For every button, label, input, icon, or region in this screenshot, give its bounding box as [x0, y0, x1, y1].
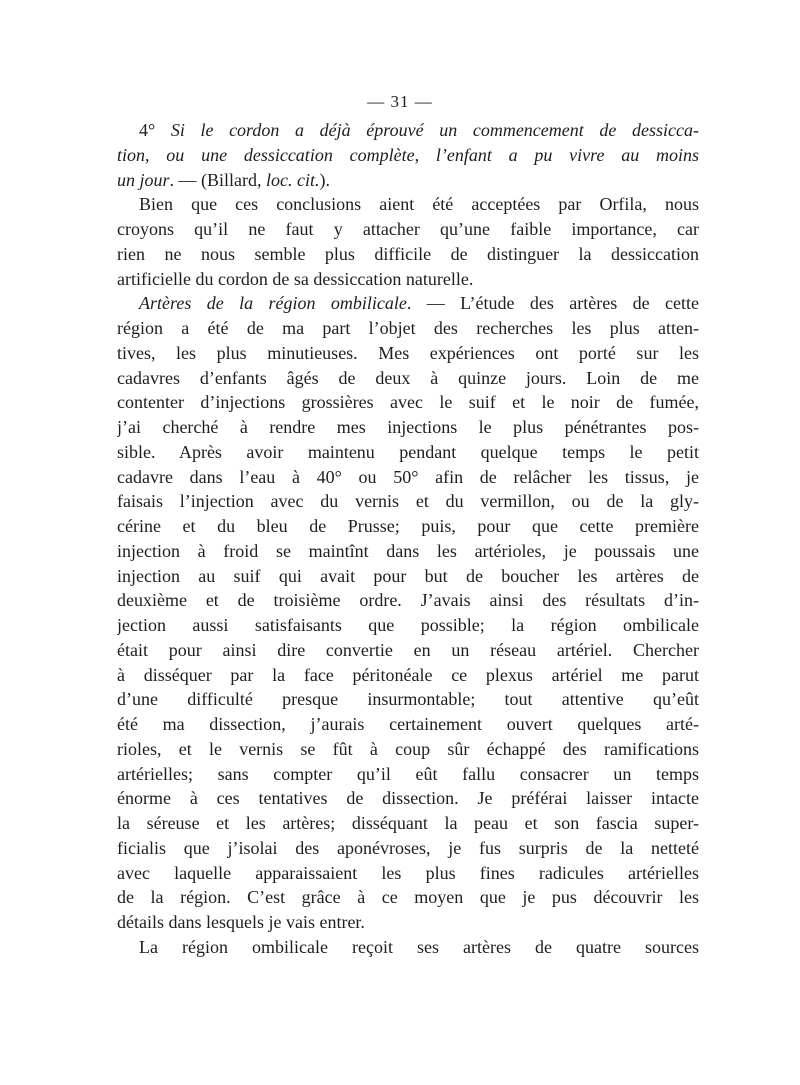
body-text	[117, 118, 699, 960]
text-line	[117, 316, 699, 341]
text-line	[117, 267, 699, 292]
text-line	[117, 168, 699, 193]
text-run: de la région. C’est grâce à ce moyen que je pus découvrir les	[117, 887, 699, 908]
text-run: Bien que ces conclusions aient été acceptées par Orfila, nous	[139, 194, 699, 215]
text-line	[117, 786, 699, 811]
text-run: cérine et du bleu de Prusse; puis, pour que cette première	[117, 516, 699, 536]
text-run: deuxième et de troisième ordre. J’avais ainsi des résultats d’in-	[117, 590, 699, 611]
text-run: cadavres d’enfants âgés de deux à quinze jours. Loin de me	[117, 367, 699, 388]
text-line	[117, 687, 699, 712]
italic-run: ou une dessiccation complète	[166, 144, 415, 165]
text-run: sible. Après avoir maintenu pendant quelque temps le petit	[117, 441, 699, 462]
text-run: énorme à ces tentatives de dissection. Je préférai laisser intacte	[117, 788, 699, 809]
text-line	[117, 737, 699, 762]
text-run: rioles, et le vernis se fût à coup sûr échappé des ramifications	[117, 738, 699, 759]
italic-run: Artères de la région ombilicale	[139, 293, 407, 314]
text-line	[117, 910, 699, 935]
text-line	[117, 861, 699, 886]
text-run: contenter d’injections grossières avec le suif et le noir de fumée,	[117, 392, 699, 413]
text-line	[117, 588, 699, 613]
text-run: région a été de ma part l’objet des recherches les plus atten-	[117, 318, 699, 338]
text-run: à disséquer par la face péritonéale ce plexus artériel me parut	[117, 664, 699, 685]
italic-run: Si le cordon a déjà éprouvé un commencement de dessicca-	[170, 120, 699, 140]
page-number: — 31 —	[367, 92, 433, 111]
text-run: cadavre dans l’eau à 40° ou 50° afin de relâcher les tissus, je	[117, 466, 699, 487]
text-line	[117, 811, 699, 836]
text-run: artérielles; sans compter qu’il eût fallu consacrer un temps	[117, 763, 699, 784]
text-line	[117, 638, 699, 663]
text-run: avec laquelle apparaissaient les plus fines radicules artérielles	[117, 862, 699, 883]
text-run: ,	[414, 144, 436, 165]
text-run: était pour ainsi dire convertie en un réseau artériel. Chercher	[117, 639, 699, 660]
text-line	[117, 564, 699, 589]
text-run: d’une difficulté presque insurmontable; tout attentive qu’eût	[117, 689, 699, 710]
text-run: . — (Billard,	[169, 169, 267, 190]
text-run: été ma dissection, j’aurais certainement ouvert quelques arté-	[117, 714, 699, 734]
text-line	[117, 935, 699, 960]
text-line	[117, 440, 699, 465]
text-run: . — L’étude des artères de cette	[406, 293, 699, 314]
text-run: injection à froid se maintînt dans les artérioles, je poussais une	[117, 540, 699, 561]
text-line	[117, 143, 699, 168]
text-line	[117, 118, 699, 143]
text-run: croyons qu’il ne faut y attacher qu’une faible importance, car	[117, 219, 699, 239]
text-line	[117, 366, 699, 391]
text-line	[117, 465, 699, 490]
text-run: ,	[145, 144, 167, 165]
text-line	[117, 217, 699, 242]
text-line	[117, 613, 699, 638]
text-run: faisais l’injection avec du vernis et du vermillon, ou de la gly-	[117, 491, 699, 512]
text-line	[117, 242, 699, 267]
italic-run: l’enfant a pu vivre au moins	[435, 144, 699, 165]
text-line	[117, 390, 699, 415]
text-run: rien ne nous semble plus difficile de distinguer la dessiccation	[117, 243, 699, 264]
text-line	[117, 291, 699, 316]
text-line	[117, 663, 699, 688]
text-run: tives, les plus minutieuses. Mes expériences ont porté sur les	[117, 342, 699, 363]
text-line	[117, 514, 699, 539]
italic-run: tion	[117, 144, 146, 165]
text-line	[117, 489, 699, 514]
text-line	[117, 192, 699, 217]
text-run: ).	[319, 169, 330, 190]
text-run: j’ai cherché à rendre mes injections le plus pénétrantes pos-	[117, 417, 699, 437]
text-line	[117, 885, 699, 910]
text-line	[117, 415, 699, 440]
text-run: artificielle du cordon de sa dessiccation naturelle.	[117, 268, 474, 289]
text-line	[117, 712, 699, 737]
text-run: détails dans lesquels je vais entrer.	[117, 912, 365, 932]
text-line	[117, 836, 699, 861]
text-line	[117, 539, 699, 564]
text-run: 4°	[139, 120, 171, 140]
text-run: La région ombilicale reçoit ses artères de quatre sources	[139, 936, 699, 957]
text-line	[117, 762, 699, 787]
text-line	[117, 341, 699, 366]
text-run: ficialis que j’isolai des aponévroses, je fus surpris de la netteté	[117, 837, 699, 858]
text-run: injection au suif qui avait pour but de boucher les artères de	[117, 565, 699, 586]
italic-run: un jour	[117, 169, 170, 190]
text-run: jection aussi satisfaisants que possible; la région ombilicale	[117, 615, 699, 635]
text-run: la séreuse et les artères; disséquant la peau et son fascia super-	[117, 813, 699, 833]
italic-run: loc. cit.	[266, 169, 320, 190]
